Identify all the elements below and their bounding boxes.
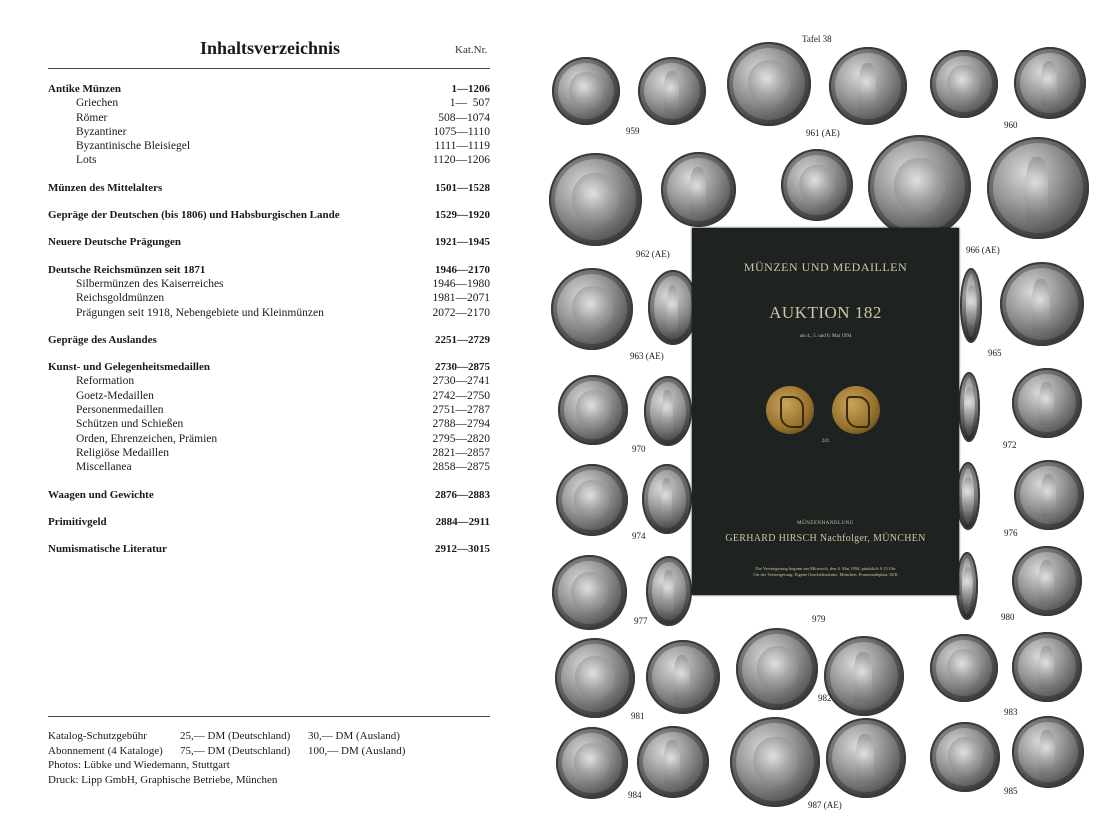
toc-label: Primitivgeld bbox=[48, 515, 107, 528]
coin-number-label: 980 bbox=[1001, 612, 1015, 622]
coin-photo bbox=[551, 268, 633, 350]
toc-heading-row bbox=[48, 542, 490, 556]
toc-heading-row bbox=[48, 181, 490, 195]
coin-photo bbox=[960, 268, 982, 343]
coin-number-label: 987 (AE) bbox=[808, 800, 842, 810]
toc-item-row bbox=[48, 277, 490, 291]
toc-item-row bbox=[48, 417, 490, 431]
coin-photo bbox=[556, 464, 628, 536]
coin-photo bbox=[644, 376, 692, 446]
toc-label: Gepräge des Auslandes bbox=[48, 333, 157, 346]
coin-number-label: 974 bbox=[632, 531, 646, 541]
footer-text: 100,— DM (Ausland) bbox=[308, 744, 406, 757]
toc-item-row bbox=[48, 125, 490, 139]
toc-heading-row bbox=[48, 263, 490, 277]
toc-label: Goetz-Medaillen bbox=[76, 389, 154, 402]
cover-house-line: MÜNZENHANDLUNG bbox=[797, 521, 854, 526]
column-header: Kat.Nr. bbox=[455, 44, 488, 56]
toc-heading-row bbox=[48, 360, 490, 374]
toc-label: Griechen bbox=[76, 97, 119, 110]
footer-text: Druck: Lipp GmbH, Graphische Betriebe, München bbox=[48, 773, 278, 786]
toc-heading-row bbox=[48, 333, 490, 347]
footer-text: Katalog-Schutzgebühr bbox=[48, 730, 147, 742]
toc-range: 2858—2875 bbox=[432, 461, 490, 474]
coin-number-label: 981 bbox=[631, 711, 645, 721]
footer-line bbox=[48, 758, 405, 773]
gold-coin-reverse bbox=[832, 386, 880, 434]
cover-house: GERHARD HIRSCH Nachfolger, MÜNCHEN bbox=[725, 533, 926, 544]
toc-item-row bbox=[48, 153, 490, 167]
toc-label: Antike Münzen bbox=[48, 83, 122, 95]
coin-photo bbox=[552, 555, 627, 630]
coin-number-label: 985 bbox=[1004, 786, 1018, 796]
toc-section bbox=[48, 208, 490, 222]
toc-heading-row bbox=[48, 488, 490, 502]
toc-item-row bbox=[48, 291, 490, 305]
coin-photo bbox=[727, 42, 811, 126]
coin-photo bbox=[558, 375, 628, 445]
divider bbox=[48, 68, 490, 69]
coin-photo bbox=[1000, 262, 1084, 346]
footer-text: 75,— DM (Deutschland) bbox=[180, 744, 291, 757]
coin-number-label: 959 bbox=[626, 126, 640, 136]
footer-text: 25,— DM (Deutschland) bbox=[180, 730, 291, 742]
coin-photo bbox=[642, 464, 692, 534]
coin-photo bbox=[868, 135, 971, 238]
coin-photo bbox=[930, 50, 998, 118]
coin-number-label: 977 bbox=[634, 616, 648, 626]
toc-label: Numismatische Literatur bbox=[48, 543, 167, 556]
catalog-cover bbox=[692, 228, 959, 595]
toc-label: Waagen und Gewichte bbox=[48, 488, 154, 501]
toc-label: Reichsgoldmünzen bbox=[76, 292, 165, 305]
toc-item-row bbox=[48, 374, 490, 388]
toc-range: 2876—2883 bbox=[435, 488, 490, 501]
footer-line bbox=[48, 773, 405, 788]
toc-range: 2072—2170 bbox=[432, 306, 490, 319]
toc-range: 2251—2729 bbox=[435, 333, 490, 346]
coin-number-label: 983 bbox=[1004, 707, 1018, 717]
toc-label: Reformation bbox=[76, 375, 135, 388]
toc-item-row bbox=[48, 403, 490, 417]
toc-range: 1981—2071 bbox=[432, 292, 490, 305]
coin-photo bbox=[1012, 716, 1084, 788]
coin-photo bbox=[736, 628, 818, 710]
toc-item-row bbox=[48, 432, 490, 446]
coin-photo bbox=[1014, 47, 1086, 119]
toc-heading-row bbox=[48, 208, 490, 222]
toc-section bbox=[48, 360, 490, 474]
toc-label: Orden, Ehrenzeichen, Prämien bbox=[76, 432, 218, 445]
footer-line bbox=[48, 744, 405, 759]
toc-heading-row bbox=[48, 515, 490, 529]
coin-photo bbox=[930, 634, 998, 702]
coin-photo bbox=[552, 57, 620, 125]
coin-photo bbox=[549, 153, 642, 246]
toc-label: Kunst- und Gelegenheitsmedaillen bbox=[48, 361, 210, 374]
toc-item-row bbox=[48, 306, 490, 320]
coin-photo bbox=[781, 149, 853, 221]
coin-number-label: 976 bbox=[1004, 528, 1018, 538]
coin-number-label: 962 (AE) bbox=[636, 249, 670, 259]
toc-range: 2730—2875 bbox=[435, 361, 490, 374]
toc-heading-row bbox=[48, 235, 490, 249]
toc-item-row bbox=[48, 111, 490, 125]
toc-range: 2912—3015 bbox=[435, 543, 490, 556]
coin-photo bbox=[930, 722, 1000, 792]
toc-heading-row bbox=[48, 82, 490, 96]
coin-photo bbox=[556, 727, 628, 799]
toc-item-row bbox=[48, 96, 490, 110]
coin-photo bbox=[646, 556, 692, 626]
toc-range: 1111—1119 bbox=[434, 140, 490, 153]
divider bbox=[48, 716, 490, 717]
toc-range: 1529—1920 bbox=[435, 209, 490, 222]
coin-number-label: 982 bbox=[818, 693, 832, 703]
coin-photo bbox=[987, 137, 1089, 239]
footer-text: Photos: Lübke und Wiedemann, Stuttgart bbox=[48, 759, 230, 771]
toc-range: 1075—1110 bbox=[433, 125, 490, 138]
toc-item-row bbox=[48, 139, 490, 153]
coin-photo bbox=[956, 462, 980, 530]
toc-label: Prägungen seit 1918, Nebengebiete und Kleinmünzen bbox=[76, 306, 324, 319]
footer-text: Abonnement (4 Kataloge) bbox=[48, 744, 163, 757]
toc-range: 2884—2911 bbox=[435, 515, 490, 528]
price-info bbox=[48, 729, 405, 787]
plate-title: Tafel 38 bbox=[802, 34, 832, 44]
toc-label: Byzantinische Bleisiegel bbox=[76, 140, 191, 153]
toc-label: Schützen und Schießen bbox=[76, 418, 184, 431]
coin-photo bbox=[637, 726, 709, 798]
coin-number-label: 960 bbox=[1004, 120, 1018, 130]
toc-page bbox=[0, 0, 540, 825]
coin-number-label: 970 bbox=[632, 444, 646, 454]
coin-photo bbox=[1012, 632, 1082, 702]
toc-label: Deutsche Reichsmünzen seit 1871 bbox=[48, 263, 206, 276]
table-of-contents bbox=[48, 82, 490, 569]
toc-range: 2730—2741 bbox=[432, 375, 490, 388]
toc-section bbox=[48, 181, 490, 195]
coin-number-label: 965 bbox=[988, 348, 1002, 358]
toc-range: 1—1206 bbox=[451, 83, 490, 95]
coin-number-label: 972 bbox=[1003, 440, 1017, 450]
toc-section bbox=[48, 542, 490, 556]
toc-range: 1120—1206 bbox=[432, 154, 490, 167]
toc-label: Miscellanea bbox=[76, 461, 132, 474]
toc-range: 1946—2170 bbox=[435, 263, 490, 276]
toc-label: Silbermünzen des Kaiserreiches bbox=[76, 277, 224, 290]
toc-range: 2742—2750 bbox=[432, 389, 490, 402]
cover-coin-ref: 241 bbox=[821, 439, 830, 444]
coin-photo bbox=[661, 152, 736, 227]
cover-dates: am 4., 5. und 6. Mai 1994 bbox=[799, 334, 852, 339]
toc-label: Lots bbox=[76, 154, 97, 167]
footer-line bbox=[48, 729, 405, 744]
coin-photo bbox=[648, 270, 698, 345]
toc-range: 1— 507 bbox=[449, 97, 490, 110]
coin-photo bbox=[1012, 546, 1082, 616]
toc-section bbox=[48, 235, 490, 249]
coin-photo bbox=[1014, 460, 1084, 530]
toc-item-row bbox=[48, 389, 490, 403]
coin-photo bbox=[824, 636, 904, 716]
coin-number-label: 979 bbox=[812, 614, 826, 624]
coin-photo bbox=[638, 57, 706, 125]
toc-section bbox=[48, 515, 490, 529]
gold-coin-obverse bbox=[766, 386, 814, 434]
toc-range: 2751—2787 bbox=[432, 404, 490, 417]
toc-label: Gepräge der Deutschen (bis 1806) und Habsburgischen Lande bbox=[48, 209, 340, 222]
toc-range: 1501—1528 bbox=[435, 181, 490, 194]
toc-range: 2821—2857 bbox=[432, 446, 490, 459]
coin-photo bbox=[646, 640, 720, 714]
coin-photo bbox=[958, 372, 980, 442]
coin-photo bbox=[826, 718, 906, 798]
cover-note: Ort der Versteigerung: Eigene Geschäftsräume, München, Promenadeplatz 10/II bbox=[753, 572, 898, 577]
coin-photo bbox=[730, 717, 820, 807]
toc-label: Römer bbox=[76, 111, 108, 124]
footer-text: 30,— DM (Ausland) bbox=[308, 730, 400, 742]
toc-label: Personenmedaillen bbox=[76, 404, 164, 417]
toc-item-row bbox=[48, 460, 490, 474]
toc-section bbox=[48, 333, 490, 347]
toc-section bbox=[48, 488, 490, 502]
toc-section bbox=[48, 82, 490, 168]
toc-label: Neuere Deutsche Prägungen bbox=[48, 236, 181, 249]
toc-range: 508—1074 bbox=[438, 111, 490, 124]
cover-title: AUKTION 182 bbox=[769, 303, 882, 322]
coin-number-label: 966 (AE) bbox=[966, 245, 1000, 255]
cover-heading: MÜNZEN UND MEDAILLEN bbox=[743, 260, 908, 274]
coin-number-label: 961 (AE) bbox=[806, 128, 840, 138]
coin-photo bbox=[829, 47, 907, 125]
toc-range: 1946—1980 bbox=[432, 277, 490, 290]
cover-notes bbox=[692, 566, 959, 578]
toc-section bbox=[48, 263, 490, 320]
coin-number-label: 984 bbox=[628, 790, 642, 800]
coin-number-label: 963 (AE) bbox=[630, 351, 664, 361]
toc-range: 1921—1945 bbox=[435, 236, 490, 249]
page-title: Inhaltsverzeichnis bbox=[200, 38, 341, 58]
toc-range: 2795—2820 bbox=[432, 432, 490, 445]
toc-range: 2788—2794 bbox=[432, 418, 490, 431]
coin-photo bbox=[555, 638, 635, 718]
cover-note: Die Versteigerung beginnt am Mittwoch, den 4. Mai 1994, pünktlich 9.15 Uhr bbox=[755, 566, 896, 571]
toc-label: Byzantiner bbox=[76, 125, 127, 138]
toc-label: Münzen des Mittelalters bbox=[48, 181, 163, 194]
coin-photo bbox=[1012, 368, 1082, 438]
toc-label: Religiöse Medaillen bbox=[76, 446, 169, 459]
coin-photo bbox=[956, 552, 978, 620]
toc-item-row bbox=[48, 446, 490, 460]
